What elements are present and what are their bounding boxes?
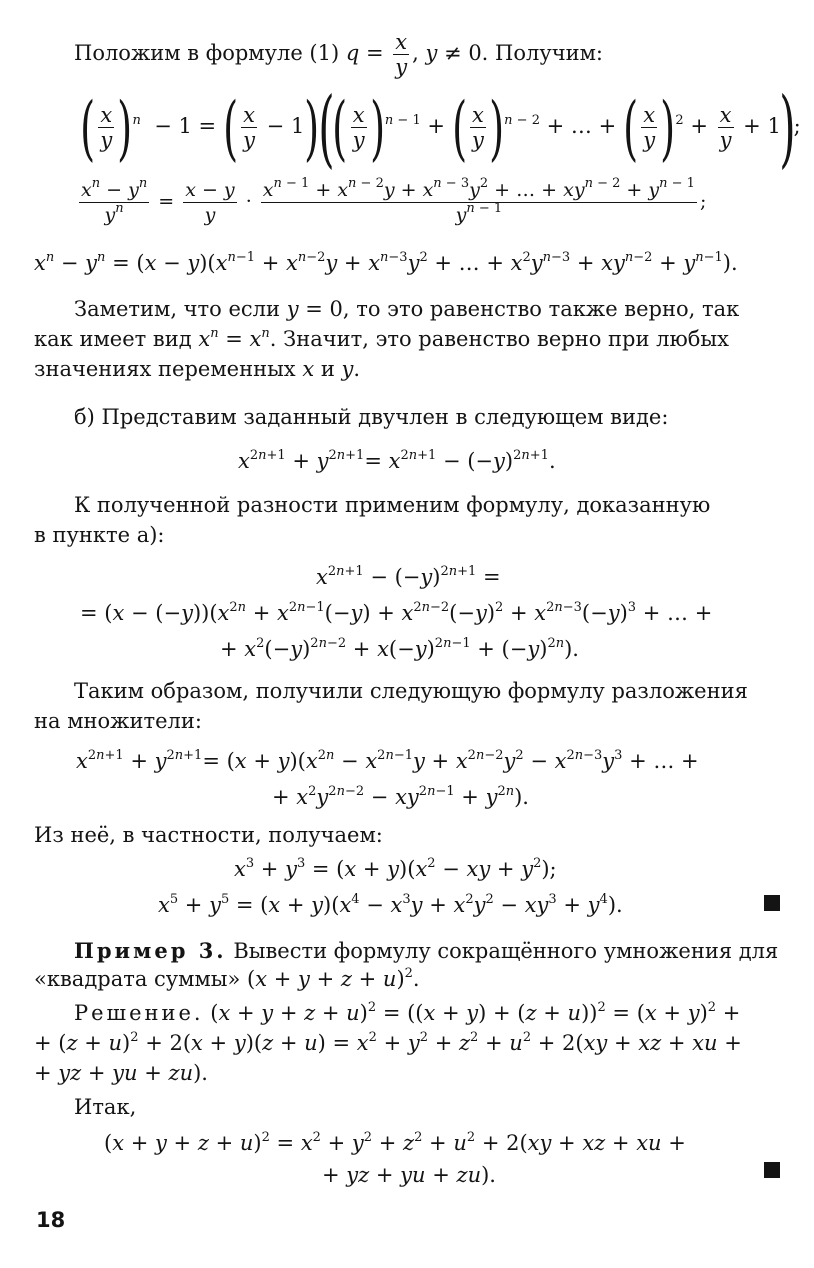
note-line-1: Заметим, что если y = 0, то это равенство также верно, так [74,297,740,321]
end-of-proof-mark [764,895,780,911]
formula-3: $x^n - y^n = (x - y)(x^{n-1} + x^{n-2}y + x^{n-3}y^2$ + … + $x^2y^{n-3} + xy^{n-2} + y^{n-1}$). [34,250,738,275]
formula-7: $x^3 + y^3 = (x + y)(x^2$ − xy + $y^2$); [234,856,557,881]
formula-5b: = $(x - (-y))(x^{2n} + x^{2n-1}(-y) + x^{2n-2}(-y)^2 + x^{2n-3}(-y)^3$ + … + [80,600,713,625]
note-line-3: значениях переменных x и y. [34,357,361,381]
conclusion-line: Итак, [74,1095,137,1119]
page-number: 18 [36,1208,66,1232]
solution-line-3: + yz + yu + zu). [34,1061,208,1085]
summary-line-1: Таким образом, получили следующую формулу разложения [74,679,748,703]
formula-8: $x^5 + y^5 = (x + y)(x^4 - x^3y + x^2y^2 - xy^3 + y^4)$. [158,892,623,917]
formula-5a: $x^{2n+1} - (-y)^{2n+1}$ = [316,564,501,589]
part-b-line: б) Представим заданный двучлен в следующем виде: [74,405,669,429]
solution-label: Решение. [74,1001,204,1025]
formula-2: $\frac{x^n - y^n}{y^n}$ = $\frac{x - y}{y}$ · $\frac{x^{n - 1} + x^{n - 2}y + x^{n - 3}y^2 + \dots + xy^{n - 2} + y^{n - 1}}{y^{n - 1}}$ ; [81,176,707,226]
formula-1: ( $\frac{x}{y}$ )$^n$ − 1 = ( $\frac{x}{y}$ − 1)(( $\frac{x}{y}$ )$^{n - 1}$ + ( $\frac{x}{y}$ )$^{n - 2}$ + … + ( $\frac{x}{y}$ )$^2$ + $\frac{x}{y}$ + 1); [80,78,801,177]
formula-9a: $(x + y + z + u)^2 = x^2 + y^2 + z^2 + u^2 + 2(xy$ + xz + xu + [104,1130,686,1155]
formula-6b: + $x^2y^{2n-2} - xy^{2n-1} + y^{2n}$). [272,784,529,809]
formula-4: $x^{2n+1} + y^{2n+1}= x^{2n+1} - (-y)^{2n+1}$. [238,448,556,473]
example-label: Пример 3. [74,938,227,963]
fraction-x-over-y: $\frac{x}{y}$ [395,30,408,79]
example-3-line-1: Пример 3. Вывести формулу сокращённого умножения для [74,938,779,963]
summary-line-2: на множители: [34,709,202,733]
intro-text-end: Получим: [495,41,603,65]
formula-5c: + $x^2(-y)^{2n-2} + x(-y)^{2n-1} + (-y)^{2n}$). [220,636,579,661]
intro-line: Положим в формуле (1) q = $\frac{x}{y}$ , y ≠ 0. Получим: [74,30,603,79]
end-of-solution-mark [764,1162,780,1178]
intro-text: Положим в формуле (1) [74,41,340,65]
consequence-line: Из неё, в частности, получаем: [34,823,383,847]
apply-line-2: в пункте а): [34,523,165,547]
solution-line-1: Решение. $(x + y + z + u)^2 = ((x + y) + (z + u))^2 = (x + y)^2$ + [74,1000,741,1025]
solution-line-2: + $(z + u)^2 + 2(x + y)(z + u) = x^2 + y^2 + z^2 + u^2 + 2(xy$ + xz + xu + [34,1030,742,1055]
apply-line-1: К полученной разности применим формулу, доказанную [74,493,711,517]
formula-6a: $x^{2n+1} + y^{2n+1}= (x + y)(x^{2n} - x^{2n-1}y + x^{2n-2}y^2 - x^{2n-3}y^3$ + … + [76,748,699,773]
note-line-2: как имеет вид $x^n = x^n$. Значит, это равенство верно при любых [34,326,729,351]
example-3-line-2: «квадрата суммы» $(x + y + z + u)^2$. [34,966,420,991]
formula-9b: + yz + yu + zu). [322,1163,496,1187]
